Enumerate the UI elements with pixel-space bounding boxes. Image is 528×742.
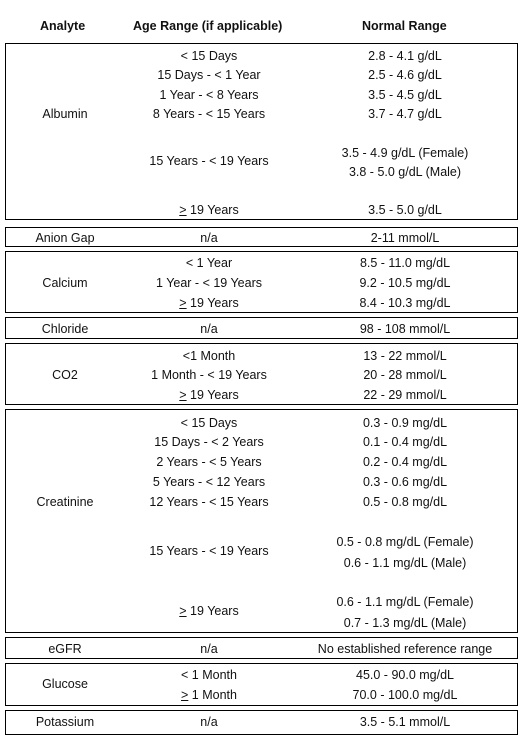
age-range-cell: n/a — [200, 231, 218, 245]
normal-range-cell: 22 - 29 mmol/L — [363, 388, 447, 402]
normal-range-cell: 98 - 108 mmol/L — [359, 322, 451, 336]
age-range-cell: < 1 Month — [181, 668, 237, 682]
normal-range-cell: 0.5 - 0.8 mg/dL — [362, 495, 448, 509]
analyte-name: Glucose — [42, 677, 88, 691]
greater-or-equal-symbol: > — [179, 604, 187, 618]
normal-range-cell: 20 - 28 mmol/L — [363, 368, 447, 382]
normal-range-cell: 0.2 - 0.4 mg/dL — [362, 455, 448, 469]
header-age-range: Age Range (if applicable) — [133, 19, 283, 33]
greater-or-equal-symbol: > — [179, 203, 187, 217]
normal-range-cell: 45.0 - 90.0 mg/dL — [356, 668, 454, 682]
age-range-cell: > 1 Month — [181, 688, 237, 702]
normal-range-cell: 70.0 - 100.0 mg/dL — [352, 688, 458, 702]
normal-range-cell: 3.8 - 5.0 g/dL (Male) — [348, 165, 462, 179]
age-range-cell: 1 Year - < 8 Years — [159, 88, 259, 102]
age-range-cell: > 19 Years — [179, 203, 239, 217]
normal-range-cell: 3.5 - 4.9 g/dL (Female) — [341, 146, 469, 160]
normal-range-cell: 0.5 - 0.8 mg/dL (Female) — [336, 535, 474, 549]
normal-range-cell: 0.3 - 0.6 mg/dL — [362, 475, 448, 489]
age-range-cell: 8 Years - < 15 Years — [152, 107, 266, 121]
normal-range-cell: 2.5 - 4.6 g/dL — [368, 68, 442, 82]
normal-range-cell: 8.5 - 11.0 mg/dL — [359, 256, 451, 270]
normal-range-cell: 8.4 - 10.3 mg/dL — [359, 296, 451, 310]
header-analyte: Analyte — [40, 19, 86, 33]
age-range-cell: < 15 Days — [180, 49, 238, 63]
normal-range-cell: 2.8 - 4.1 g/dL — [368, 49, 442, 63]
normal-range-cell: 3.5 - 5.0 g/dL — [368, 203, 442, 217]
age-range-cell: n/a — [200, 322, 218, 336]
age-range-cell: 12 Years - < 15 Years — [149, 495, 269, 509]
greater-or-equal-symbol: > — [179, 296, 187, 310]
age-range-cell: > 19 Years — [179, 388, 239, 402]
age-range-cell: 5 Years - < 12 Years — [152, 475, 266, 489]
age-range-cell: > 19 Years — [179, 604, 239, 618]
analyte-name: Chloride — [41, 322, 89, 336]
analyte-name: eGFR — [48, 642, 82, 656]
analyte-name: Calcium — [42, 276, 88, 290]
analyte-name: Potassium — [35, 715, 95, 729]
normal-range-cell: 9.2 - 10.5 mg/dL — [359, 276, 451, 290]
normal-range-cell: No established reference range — [317, 642, 493, 656]
analyte-name: Albumin — [42, 107, 88, 121]
age-range-cell: 15 Days - < 2 Years — [154, 435, 264, 449]
age-range-cell: 15 Years - < 19 Years — [149, 154, 269, 168]
age-range-cell: < 1 Year — [185, 256, 233, 270]
normal-range-cell: 0.6 - 1.1 mg/dL (Female) — [336, 595, 474, 609]
analyte-name: CO2 — [52, 368, 78, 382]
age-range-cell: 1 Year - < 19 Years — [156, 276, 262, 290]
analyte-name: Anion Gap — [35, 231, 95, 245]
age-range-cell: n/a — [200, 642, 218, 656]
analyte-name: Creatinine — [36, 495, 94, 509]
normal-range-cell: 0.7 - 1.3 mg/dL (Male) — [343, 616, 467, 630]
age-range-cell: > 19 Years — [179, 296, 239, 310]
greater-or-equal-symbol: > — [179, 388, 187, 402]
age-range-cell: 15 Days - < 1 Year — [157, 68, 261, 82]
age-range-cell: 1 Month - < 19 Years — [151, 368, 267, 382]
normal-range-cell: 13 - 22 mmol/L — [363, 349, 447, 363]
header-normal-range: Normal Range — [362, 19, 447, 33]
normal-range-cell: 3.7 - 4.7 g/dL — [368, 107, 442, 121]
normal-range-cell: 0.1 - 0.4 mg/dL — [362, 435, 448, 449]
normal-range-cell: 3.5 - 4.5 g/dL — [368, 88, 442, 102]
age-range-cell: <1 Month — [182, 349, 236, 363]
normal-range-cell: 0.6 - 1.1 mg/dL (Male) — [343, 556, 467, 570]
age-range-cell: < 15 Days — [180, 416, 238, 430]
normal-range-cell: 0.3 - 0.9 mg/dL — [362, 416, 448, 430]
age-range-cell: n/a — [200, 715, 218, 729]
greater-or-equal-symbol: > — [181, 688, 189, 702]
age-range-cell: 2 Years - < 5 Years — [156, 455, 262, 469]
age-range-cell: 15 Years - < 19 Years — [149, 544, 269, 558]
normal-range-cell: 3.5 - 5.1 mmol/L — [359, 715, 451, 729]
normal-range-cell: 2-11 mmol/L — [370, 231, 440, 245]
